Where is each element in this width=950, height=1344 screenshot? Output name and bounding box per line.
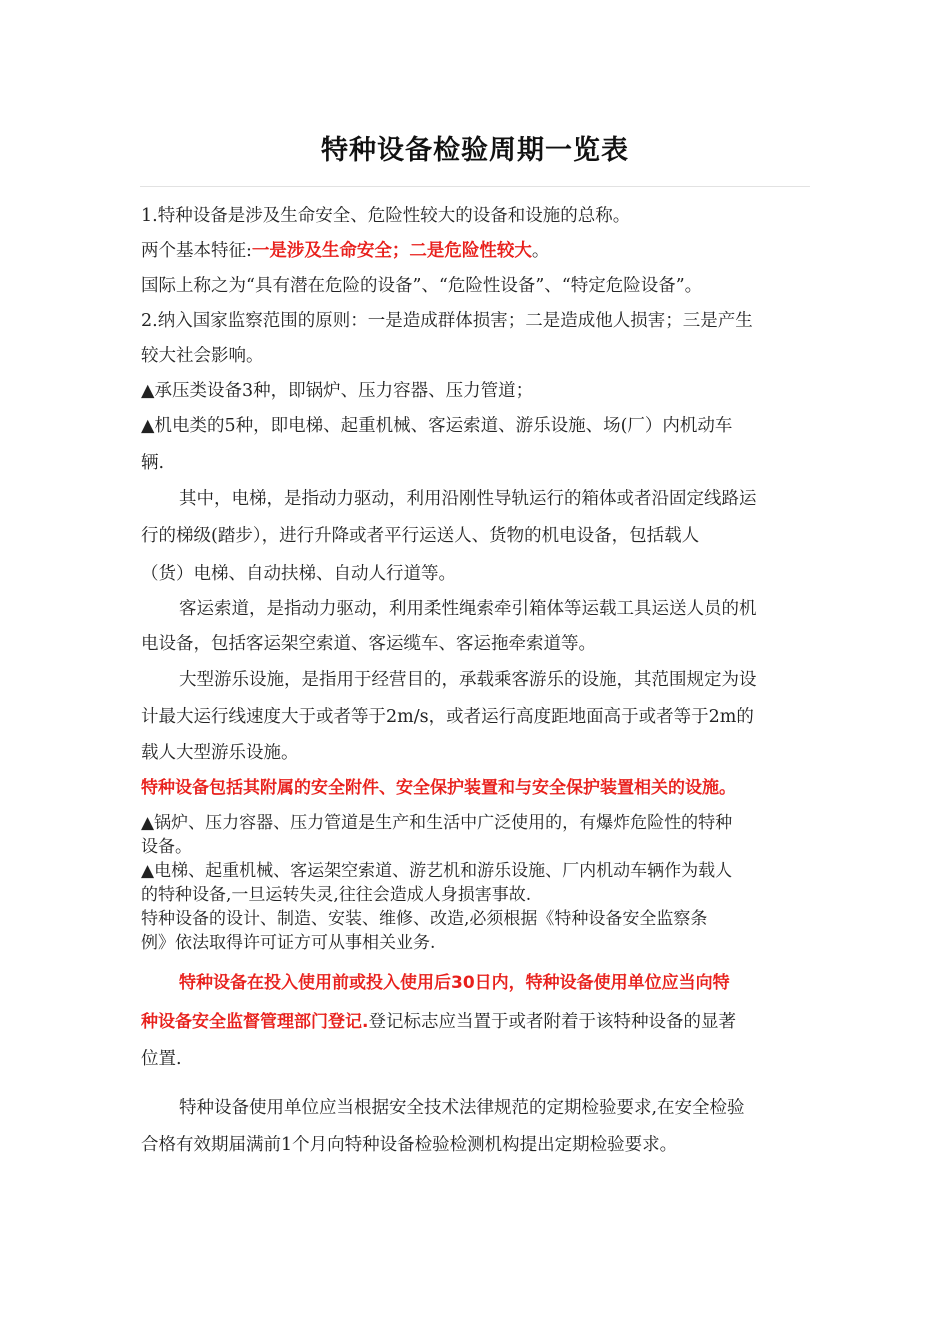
page-title: 特种设备检验周期一览表 (321, 135, 629, 166)
paragraph-line: 大型游乐设施，是指用于经营目的，承载乘客游乐的设施，其范围规定为设 (179, 670, 757, 690)
paragraph-line: 载人大型游乐设施。 (141, 743, 299, 763)
bullet-line: ▲电梯、起重机械、客运架空索道、游艺机和游乐设施、厂内机动车辆作为载人 (141, 861, 733, 881)
paragraph-line: 行的梯级(踏步），进行升降或者平行运送人、货物的机电设备，包括载人 (141, 526, 700, 546)
paragraph-line: 电设备，包括客运架空索道、客运缆车、客运拖牵索道等。 (141, 634, 596, 654)
paragraph-line: 设备。 (141, 837, 192, 857)
paragraph-line: 1.特种设备是涉及生命安全、危险性较大的设备和设施的总称。 (141, 206, 631, 226)
highlight-text: 种设备安全监督管理部门登记. (141, 1012, 369, 1032)
text-run: 登记标志应当置于或者附着于该特种设备的显著 (368, 1012, 736, 1032)
paragraph-line: 较大社会影响。 (141, 346, 264, 366)
highlight-line: 特种设备包括其附属的安全附件、安全保护装置和与安全保护装置相关的设施。 (141, 778, 736, 798)
paragraph-line: 2.纳入国家监察范围的原则：一是造成群体损害；二是造成他人损害；三是产生 (141, 311, 753, 331)
paragraph-line: 的特种设备,一旦运转失灵,往往会造成人身损害事故. (141, 885, 532, 905)
title-divider (140, 186, 810, 187)
paragraph-line: 其中，电梯，是指动力驱动，利用沿刚性导轨运行的箱体或者沿固定线路运 (179, 489, 757, 509)
paragraph-line: 国际上称之为“具有潜在危险的设备”、“危险性设备”、“特定危险设备”。 (141, 276, 703, 296)
text-run: 两个基本特征: (141, 241, 252, 261)
bullet-line: ▲机电类的5种，即电梯、起重机械、客运索道、游乐设施、场(厂）内机动车 (141, 416, 733, 436)
paragraph-line (141, 1011, 813, 1033)
paragraph-line: 特种设备使用单位应当根据安全技术法律规范的定期检验要求,在安全检验 (179, 1098, 745, 1118)
paragraph-line: 特种设备的设计、制造、安装、维修、改造,必须根据《特种设备安全监察条 (141, 909, 708, 929)
paragraph-line: 辆. (141, 453, 165, 473)
highlight-text: 一是涉及生命安全；二是危险性较大 (251, 241, 532, 261)
paragraph-line: 合格有效期届满前1个月向特种设备检验检测机构提出定期检验要求。 (141, 1135, 678, 1155)
highlight-line: 特种设备在投入使用前或投入使用后30日内，特种设备使用单位应当向特 (179, 973, 730, 993)
text-run: 。 (531, 241, 550, 261)
paragraph-line: 计最大运行线速度大于或者等于2m/s，或者运行高度距地面高于或者等于2m的 (141, 707, 754, 727)
paragraph-line: （货）电梯、自动扶梯、自动人行道等。 (141, 564, 456, 584)
paragraph-line: 例》依法取得许可证方可从事相关业务. (141, 933, 436, 953)
paragraph-line: 位置. (141, 1049, 182, 1069)
bullet-line: ▲承压类设备3种，即锅炉、压力容器、压力管道； (141, 381, 534, 401)
paragraph-line (141, 240, 813, 262)
bullet-line: ▲锅炉、压力容器、压力管道是生产和生活中广泛使用的，有爆炸危险性的特种 (141, 813, 733, 833)
paragraph-line: 客运索道，是指动力驱动，利用柔性绳索牵引箱体等运载工具运送人员的机 (179, 599, 757, 619)
